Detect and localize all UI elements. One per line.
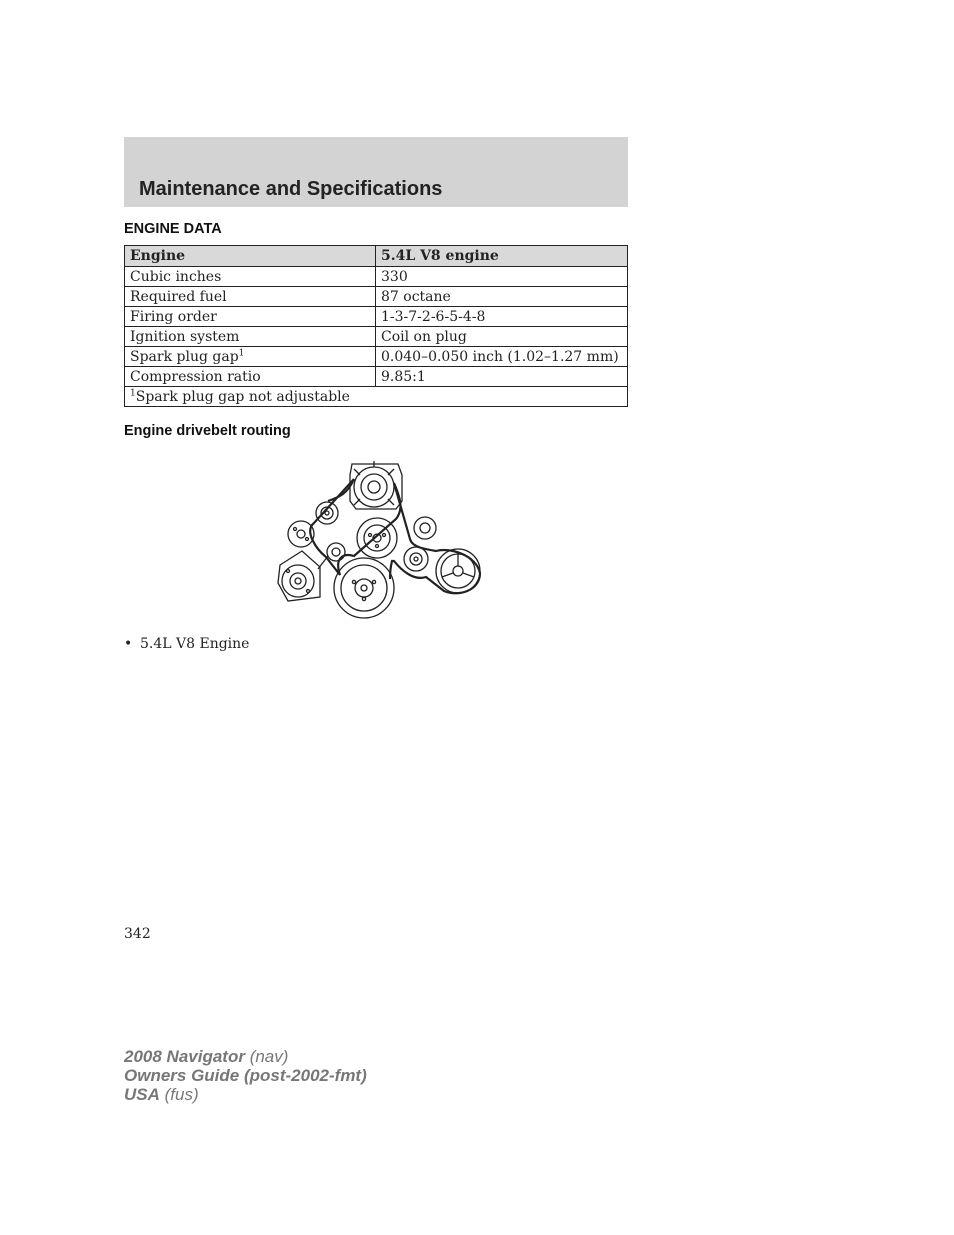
footer-line xyxy=(124,1066,367,1085)
drivebelt-routing-diagram xyxy=(274,457,484,623)
table-cell-value: 0.040–0.050 inch (1.02–1.27 mm) xyxy=(376,347,628,367)
spark-plug-gap-label: Spark plug gap xyxy=(130,348,239,365)
table-header-engine-type: 5.4L V8 engine xyxy=(376,246,628,267)
idler-pulley xyxy=(316,502,338,524)
table-row xyxy=(125,307,628,327)
drivebelt-routing-heading: Engine drivebelt routing xyxy=(124,423,291,439)
footnote-marker: 1 xyxy=(130,387,136,398)
footnote-marker: 1 xyxy=(238,347,245,358)
idler-pulley xyxy=(414,517,436,539)
table-row xyxy=(125,347,628,367)
footer-line xyxy=(124,1047,367,1066)
table-cell-label: Compression ratio xyxy=(125,367,376,387)
footer-market-code: (fus) xyxy=(164,1085,199,1104)
table-cell-label: Ignition system xyxy=(125,327,376,347)
footnote-text: Spark plug gap not adjustable xyxy=(135,388,350,405)
table-header-row xyxy=(125,246,628,267)
footer-model-code: (nav) xyxy=(249,1047,289,1066)
section-header-band xyxy=(124,137,628,207)
table-cell-value: 9.85:1 xyxy=(376,367,628,387)
list-item xyxy=(124,636,249,652)
footer-line xyxy=(124,1085,367,1104)
table-footnote xyxy=(125,387,628,407)
table-cell-label: Cubic inches xyxy=(125,267,376,287)
bullet-text: 5.4L V8 Engine xyxy=(140,636,250,652)
crankshaft-pulley xyxy=(334,558,394,618)
table-row xyxy=(125,287,628,307)
table-row xyxy=(125,367,628,387)
footer-model: 2008 Navigator xyxy=(124,1047,245,1066)
engine-data-heading: ENGINE DATA xyxy=(124,221,222,237)
ac-compressor xyxy=(278,551,320,601)
table-cell-value: 330 xyxy=(376,267,628,287)
table-header-engine: Engine xyxy=(125,246,376,267)
serpentine-belt xyxy=(310,479,480,593)
document-footer xyxy=(124,1047,367,1104)
table-cell-label: Firing order xyxy=(125,307,376,327)
footer-guide: Owners Guide (post-2002-fmt) xyxy=(124,1066,367,1085)
table-cell-value: 87 octane xyxy=(376,287,628,307)
table-cell-label: Required fuel xyxy=(125,287,376,307)
table-cell-value: 1-3-7-2-6-5-4-8 xyxy=(376,307,628,327)
bullet-marker: • xyxy=(124,636,133,652)
table-row xyxy=(125,327,628,347)
page-title: Maintenance and Specifications xyxy=(139,178,443,200)
table-cell-value: Coil on plug xyxy=(376,327,628,347)
engine-data-table xyxy=(124,245,628,407)
idler-pulley xyxy=(404,547,428,571)
page-number: 342 xyxy=(124,926,151,942)
table-row xyxy=(125,267,628,287)
footer-market: USA xyxy=(124,1085,160,1104)
table-cell-label xyxy=(125,347,376,367)
table-footnote-row xyxy=(125,387,628,407)
